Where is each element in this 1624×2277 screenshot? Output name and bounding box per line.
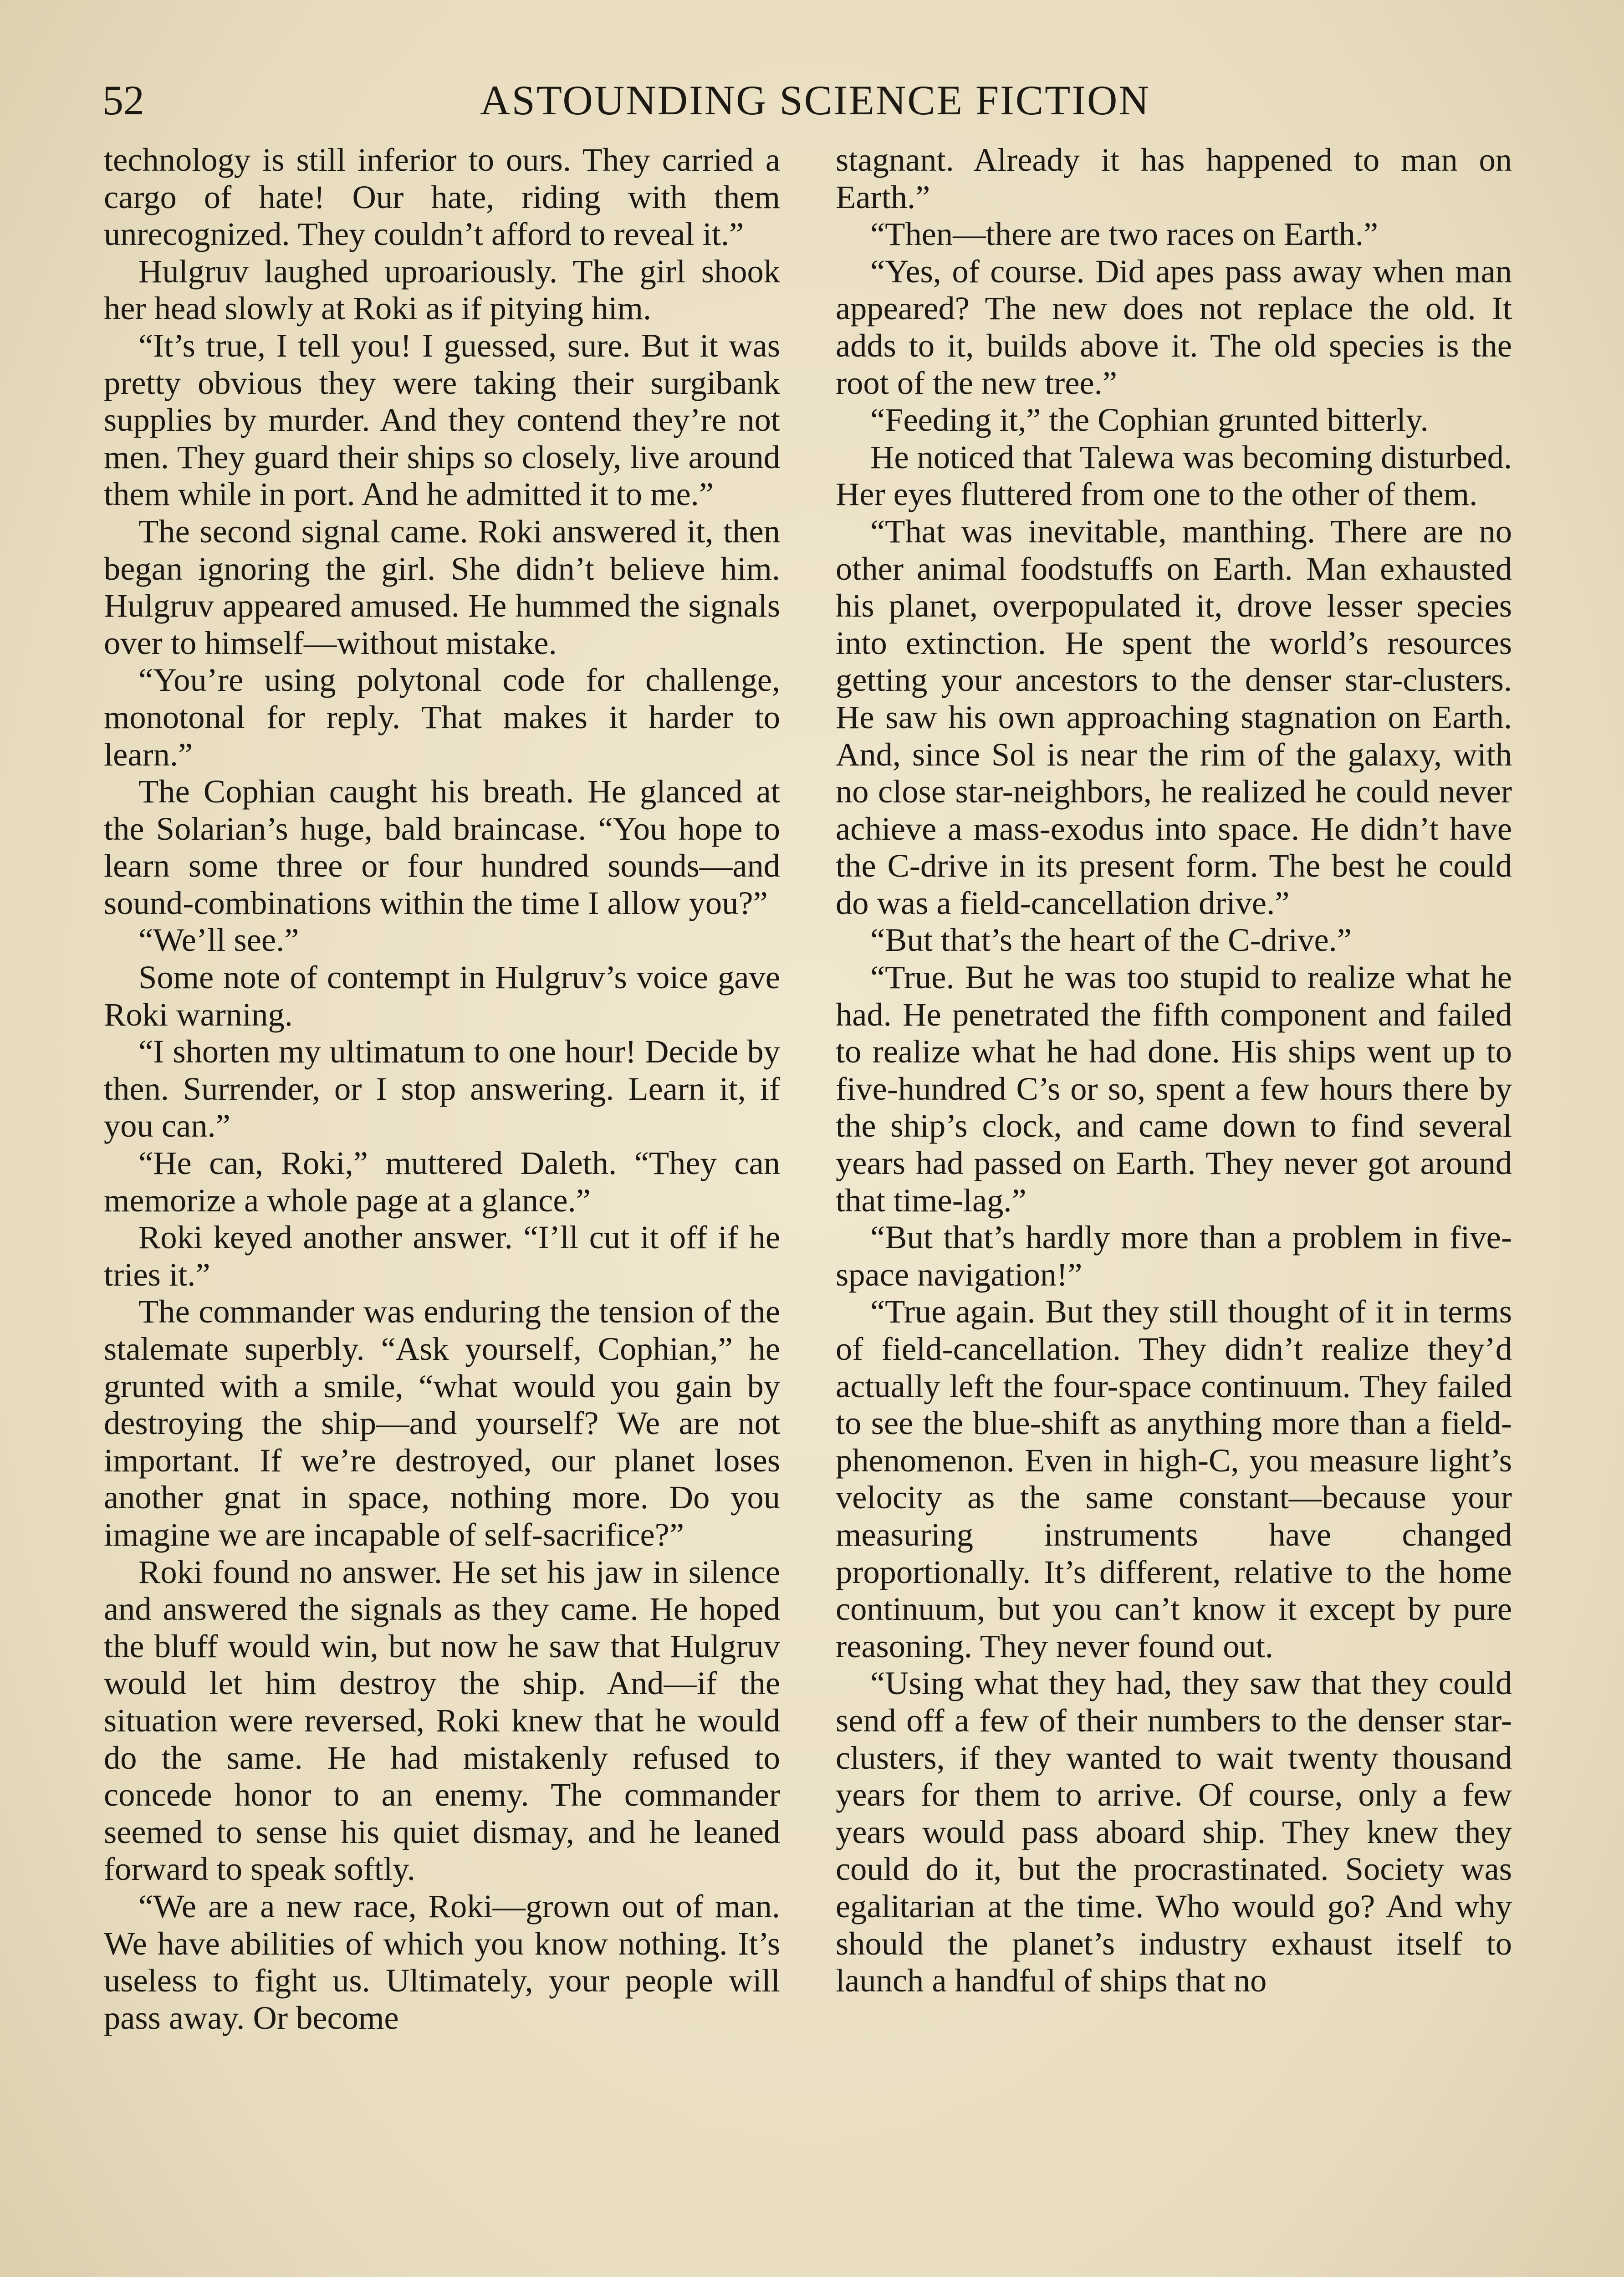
paragraph: technology is still inferior to ours. They carried a cargo of hate! Our hate, riding with them unrecognized. They couldn’t afford to reveal it.” <box>104 141 780 253</box>
paragraph: “But that’s hardly more than a problem in five-space navigation!” <box>836 1219 1512 1293</box>
running-head: ASTOUNDING SCIENCE FICTION <box>480 77 1150 123</box>
paragraph: “Feeding it,” the Cophian grunted bitterly. <box>870 401 1429 439</box>
right-column <box>836 141 1512 1999</box>
paragraph: Some note of contempt in Hulgruv’s voice gave Roki warning. <box>104 959 780 1033</box>
paragraph: “True again. But they still thought of it in terms of field-cancellation. They didn’t realize they’d actually left the four-space continuum. They failed to see the blue-shift as anything more than a field-phenomenon. Even in high-C, you measure light’s velocity as the same constant—because your measuring instruments have changed proportionally. It’s different, relative to the home continuum, but you can’t know it except by pure reasoning. They never found out. <box>836 1293 1512 1664</box>
paragraph: Roki found no answer. He set his jaw in silence and answered the signals as they came. He hoped the bluff would win, but now he saw that Hulgruv would let him destroy the ship. And—if the situation were reversed, Roki knew that he would do the same. He had mistakenly refused to concede honor to an enemy. The commander seemed to sense his quiet dismay, and he leaned forward to speak softly. <box>104 1553 780 1888</box>
paragraph: “That was inevitable, manthing. There are no other animal foodstuffs on Earth. Man exhausted his planet, overpopulated it, drove lesser species into extinction. He spent the world’s resources getting your ancestors to the denser star-clusters. He saw his own approaching stagnation on Earth. And, since Sol is near the rim of the galaxy, with no close star-neighbors, he realized he could never achieve a mass-exodus into space. He didn’t have the C-drive in its present form. The best he could do was a field-cancellation drive.” <box>836 512 1512 921</box>
paragraph: “True. But he was too stupid to realize what he had. He penetrated the fifth component and failed to realize what he had done. His ships went up to five-hundred C’s or so, spent a few hours there by the ship’s clock, and came down to find several years had passed on Earth. They never got around that time-lag.” <box>836 959 1512 1219</box>
paragraph: Roki keyed another answer. “I’ll cut it off if he tries it.” <box>104 1219 780 1293</box>
paragraph: “We’ll see.” <box>138 921 299 959</box>
paragraph: “Using what they had, they saw that they could send off a few of their numbers to the denser star-clusters, if they wanted to wait twenty thousand years for them to arrive. Of course, only a few years would pass aboard ship. They knew they could do it, but the procrastinated. Society was egalitarian at the time. Who would go? And why should the planet’s industry exhaust itself to launch a handful of ships that no <box>836 1664 1512 1999</box>
paragraph: stagnant. Already it has happened to man on Earth.” <box>836 141 1512 215</box>
paragraph: “We are a new race, Roki—grown out of man. We have abilities of which you know nothing. It’s useless to fight us. Ultimately, your people will pass away. Or become <box>104 1887 780 2036</box>
paragraph: The commander was enduring the tension of the stalemate superbly. “Ask yourself, Cophian,” he grunted with a smile, “what would you gain by destroying the ship—and yourself? We are not important. If we’re destroyed, our planet loses another gnat in space, nothing more. Do you imagine we are incapable of self-sacrifice?” <box>104 1293 780 1553</box>
paragraph: The second signal came. Roki answered it, then began ignoring the girl. She didn’t believe him. Hulgruv appeared amused. He hummed the signals over to himself—without mistake. <box>104 512 780 661</box>
paragraph: The Cophian caught his breath. He glanced at the Solarian’s huge, bald braincase. “You hope to learn some three or four hundred sounds—and sound-combinations within the time I allow you?” <box>104 773 780 921</box>
paragraph: “It’s true, I tell you! I guessed, sure. But it was pretty obvious they were taking their surgibank supplies by murder. And they contend they’re not men. They guard their ships so closely, live around them while in port. And he admitted it to me.” <box>104 327 780 513</box>
paragraph: “He can, Roki,” muttered Daleth. “They can memorize a whole page at a glance.” <box>104 1144 780 1219</box>
left-column <box>104 141 780 2036</box>
paragraph: “I shorten my ultimatum to one hour! Decide by then. Surrender, or I stop answering. Learn it, if you can.” <box>104 1033 780 1144</box>
page-number: 52 <box>102 77 144 123</box>
paragraph: “Yes, of course. Did apes pass away when man appeared? The new does not replace the old. It adds to it, builds above it. The old species is the root of the new tree.” <box>836 252 1512 401</box>
paragraph: “You’re using polytonal code for challenge, monotonal for reply. That makes it harder to learn.” <box>104 661 780 773</box>
paragraph: He noticed that Talewa was becoming disturbed. Her eyes fluttered from one to the other of them. <box>836 438 1512 513</box>
paragraph: “Then—there are two races on Earth.” <box>870 215 1379 253</box>
paragraph: “But that’s the heart of the C-drive.” <box>870 921 1352 959</box>
page-header <box>102 68 1528 132</box>
paragraph: Hulgruv laughed uproariously. The girl shook her head slowly at Roki as if pitying him. <box>104 252 780 327</box>
